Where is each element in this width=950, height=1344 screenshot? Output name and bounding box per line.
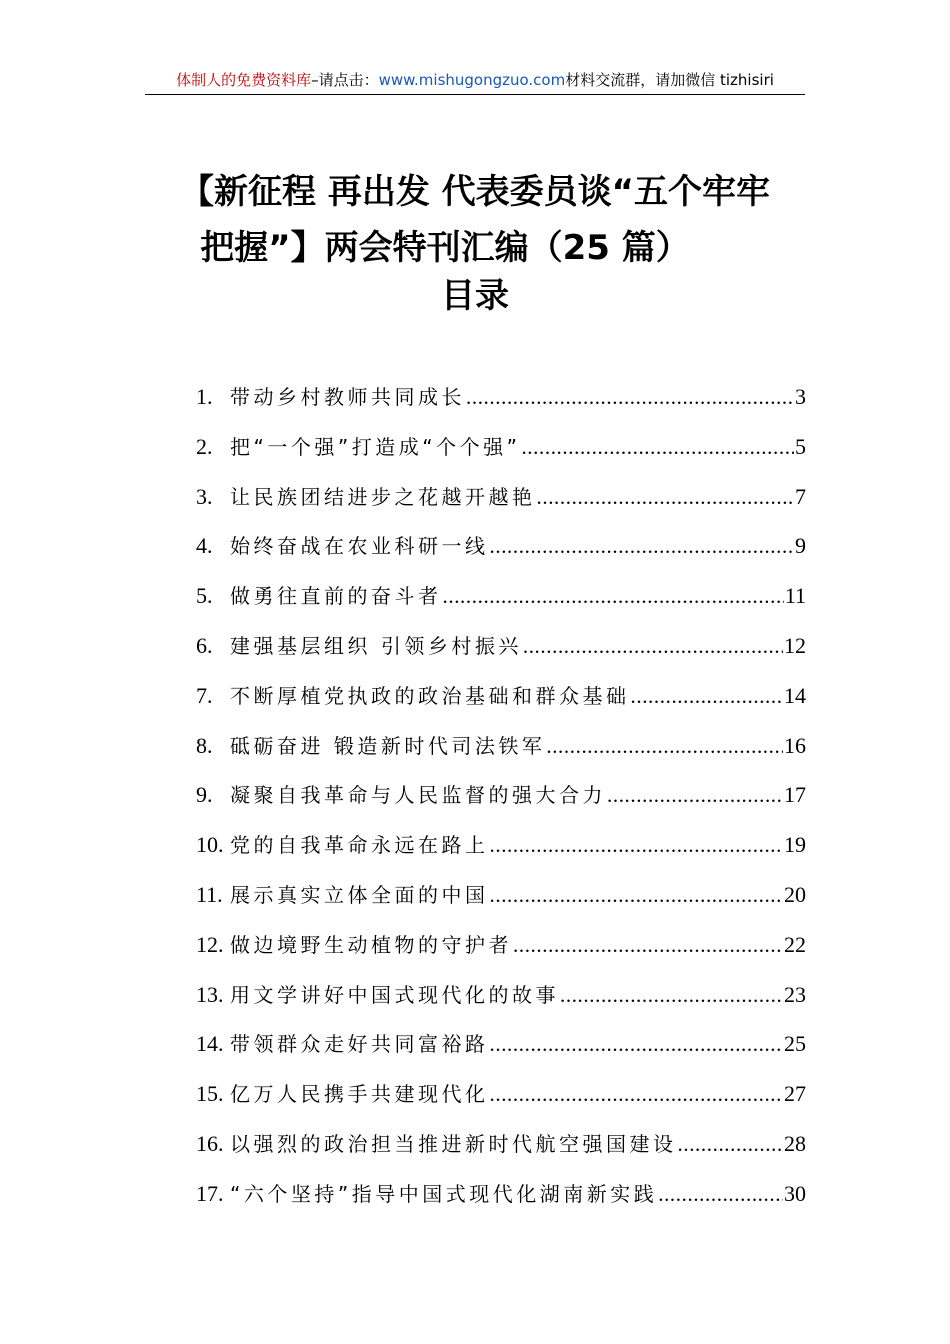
toc-leader-dots	[523, 622, 783, 672]
toc-entry[interactable]	[196, 1069, 806, 1119]
toc-entry-page: 11	[784, 583, 806, 609]
toc-leader-dots	[490, 871, 784, 921]
toc-entry-title: 做边境野生动植物的守护者	[230, 932, 512, 957]
toc-entry-number: 11.	[196, 881, 223, 907]
toc-entry-number: 8.	[196, 732, 213, 758]
toc-entry[interactable]	[196, 1169, 806, 1219]
toc-entry-page: 17	[784, 782, 806, 808]
toc-leader-dots	[513, 921, 783, 971]
toc-entry-page: 3	[795, 384, 806, 409]
toc-entry-title: 做勇往直前的奋斗者	[230, 584, 442, 609]
toc-entry-page: 9	[795, 533, 806, 559]
header-prompt: –请点击：	[311, 71, 379, 89]
toc-entry-title: 把“一个强”打造成“个个强”	[230, 434, 521, 459]
toc-heading: 目录	[441, 276, 509, 316]
toc-leader-dots	[490, 1070, 784, 1120]
toc-leader-dots	[658, 1170, 783, 1220]
toc-entry-title: 亿万人民携手共建现代化	[230, 1082, 489, 1107]
page-header	[145, 70, 805, 95]
toc-entry[interactable]	[196, 621, 806, 671]
document-title-line-2: 把握”】两会特刊汇编（25 篇）	[200, 228, 690, 268]
toc-entry-page: 28	[784, 1130, 806, 1156]
toc-leader-dots	[443, 572, 784, 622]
toc-leader-dots	[607, 771, 783, 821]
toc-entry-number: 9.	[196, 782, 213, 808]
toc-entry-title: 建强基层组织 引领乡村振兴	[230, 633, 522, 658]
toc-entry[interactable]	[196, 721, 806, 771]
toc-entry-number: 12.	[196, 931, 224, 957]
toc-entry-page: 12	[784, 632, 806, 658]
toc-entry[interactable]	[196, 571, 806, 621]
toc-entry-page: 7	[795, 483, 806, 509]
toc-leader-dots	[490, 821, 784, 871]
toc-entry-page: 16	[784, 732, 806, 758]
toc-entry-page: 22	[784, 931, 806, 957]
toc-entry-title: 展示真实立体全面的中国	[230, 882, 489, 907]
toc-leader-dots	[560, 971, 783, 1021]
toc-entry-page: 25	[784, 1031, 806, 1057]
toc-entry-title: 用文学讲好中国式现代化的故事	[230, 982, 559, 1007]
toc-entry-number: 15.	[196, 1081, 224, 1107]
toc-entry-title: 带动乡村教师共同成长	[230, 385, 465, 409]
toc-leader-dots	[490, 522, 795, 572]
toc-entry-number: 10.	[196, 832, 224, 858]
toc-entry-page: 5	[795, 433, 806, 459]
toc-entry[interactable]	[196, 521, 806, 571]
toc-entry[interactable]	[196, 970, 806, 1020]
toc-entry-page: 27	[784, 1081, 806, 1107]
header-url-link[interactable]: www.mishugongzuo.com	[378, 71, 566, 89]
toc-entry[interactable]	[196, 770, 806, 820]
toc-entry-number: 4.	[196, 533, 213, 559]
toc-entry-page: 14	[784, 682, 806, 708]
toc-entry-title: 以强烈的政治担当推进新时代航空强国建设	[230, 1131, 677, 1156]
toc-entry-title: 不断厚植党执政的政治基础和群众基础	[230, 683, 630, 708]
toc-entry-page: 30	[784, 1180, 806, 1206]
toc-entry-page: 20	[784, 881, 806, 907]
toc-leader-dots	[631, 672, 784, 722]
toc-entry-number: 16.	[196, 1130, 224, 1156]
toc-entry-title: 始终奋战在农业科研一线	[230, 534, 489, 559]
toc-entry[interactable]	[196, 1019, 806, 1069]
toc-entry-number: 6.	[196, 632, 213, 658]
toc-entry-title: “六个坚持”指导中国式现代化湖南新实践	[230, 1181, 658, 1206]
toc-entry-title: 带领群众走好共同富裕路	[230, 1032, 489, 1057]
toc-entry-number: 5.	[196, 583, 213, 609]
toc-entry[interactable]	[196, 671, 806, 721]
toc-entry-number: 13.	[196, 981, 224, 1007]
toc-entry-number: 14.	[196, 1031, 224, 1057]
toc-leader-dots	[490, 1020, 784, 1070]
toc-entry-title: 让民族团结进步之花越开越艳	[230, 484, 536, 509]
toc-entry[interactable]	[196, 422, 806, 472]
header-note: 材料交流群，请加微信 tizhisiri	[565, 71, 774, 89]
toc-entry-title: 凝聚自我革命与人民监督的强大合力	[230, 783, 606, 808]
toc-entry-number: 2.	[196, 433, 213, 459]
header-site-name: 体制人的免费资料库	[176, 71, 312, 89]
toc-entry-page: 23	[784, 981, 806, 1007]
toc-leader-dots	[678, 1120, 784, 1170]
toc-entry-number: 3.	[196, 483, 213, 509]
toc-entry-page: 19	[784, 832, 806, 858]
toc-entry[interactable]	[196, 372, 806, 422]
toc-entry-number: 17.	[196, 1180, 224, 1206]
toc-entry-title: 党的自我革命永远在路上	[230, 833, 489, 858]
document-title-line-1: 【新征程 再出发 代表委员谈“五个牢牢	[179, 172, 771, 212]
toc-entry[interactable]	[196, 920, 806, 970]
toc-entry[interactable]	[196, 1119, 806, 1169]
toc-entry-number: 7.	[196, 682, 213, 708]
toc-entry[interactable]	[196, 870, 806, 920]
toc-entry-title: 砥砺奋进 锻造新时代司法铁军	[230, 733, 546, 758]
toc-leader-dots	[521, 423, 794, 473]
table-of-contents	[196, 372, 806, 1219]
toc-leader-dots	[466, 373, 794, 423]
toc-entry-number: 1.	[196, 384, 213, 409]
toc-entry[interactable]	[196, 820, 806, 870]
toc-leader-dots	[546, 722, 783, 772]
toc-leader-dots	[537, 473, 795, 523]
toc-entry[interactable]	[196, 472, 806, 522]
